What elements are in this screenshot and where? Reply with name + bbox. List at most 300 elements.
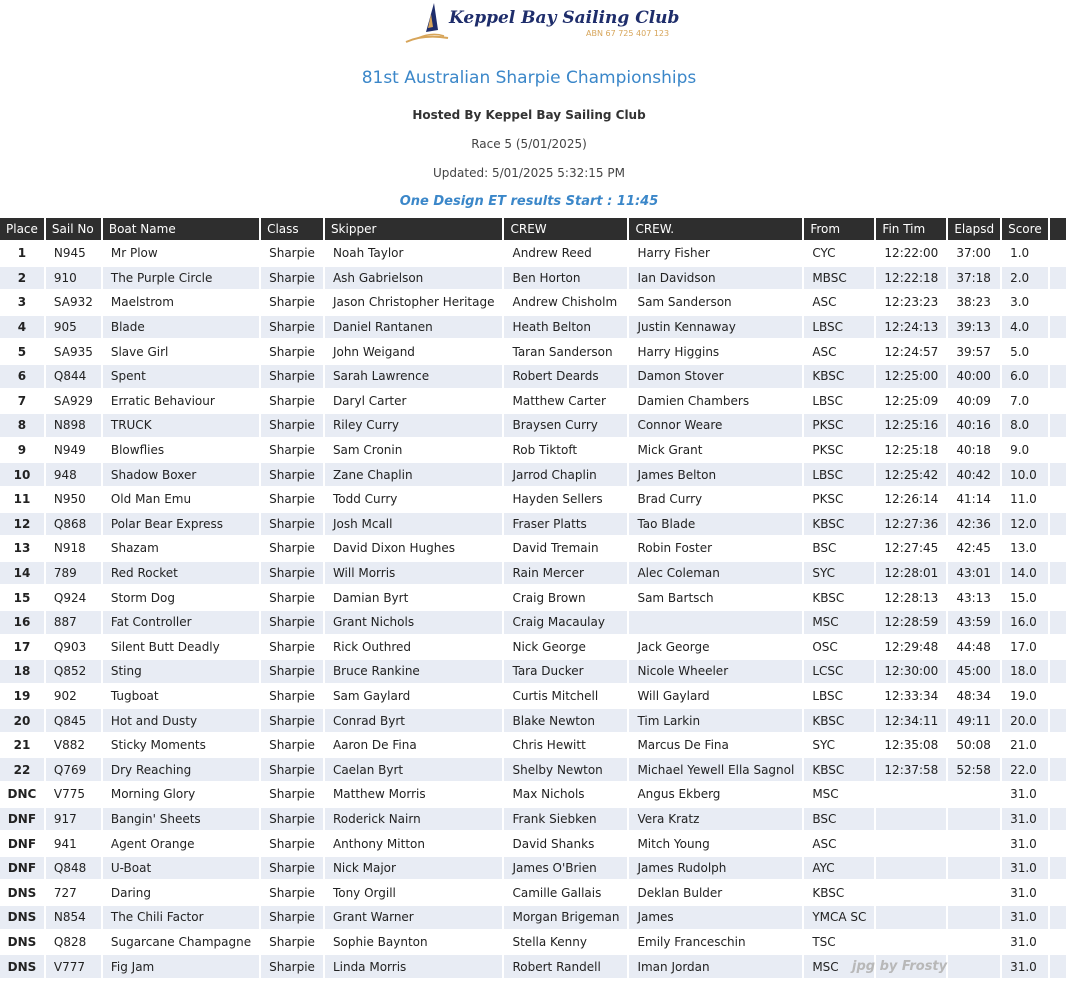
- column-header: Score: [1002, 218, 1048, 240]
- cell-fin-tim: 12:27:36: [876, 513, 946, 536]
- cell-crew: Mick Grant: [637, 443, 703, 458]
- cell-place: 18: [0, 660, 44, 683]
- cell-boat-name: The Chili Factor: [103, 906, 259, 929]
- cell-class: Sharpie: [269, 688, 315, 703]
- table-row: [0, 636, 1066, 659]
- cell-skipper: Ash Gabrielson: [325, 267, 503, 290]
- cell-crew: Harry Higgins: [637, 344, 720, 359]
- cell-elapsd: 45:00: [948, 660, 1000, 683]
- cell-class: Sharpie: [261, 660, 323, 683]
- cell-skipper: Nick Major: [325, 857, 503, 880]
- cell-skipper: Damian Byrt: [332, 590, 409, 605]
- cell-sail-no: 910: [46, 267, 101, 290]
- cell-class: Sharpie: [261, 857, 323, 880]
- cell-class: Sharpie: [269, 443, 315, 458]
- column-header: Elapsd: [948, 218, 1000, 240]
- table-row: [0, 340, 1066, 363]
- cell-place: 14: [0, 562, 44, 585]
- cell-crew: Craig Macaulay: [504, 611, 627, 634]
- table-row: [0, 365, 1066, 388]
- cell-from: LBSC: [812, 688, 844, 703]
- cell-place: 2: [0, 267, 44, 290]
- cell-extra: [1050, 931, 1066, 954]
- cell-sail-no: Q852: [46, 660, 101, 683]
- cell-crew: James Rudolph: [629, 857, 802, 880]
- cell-place: DNC: [7, 787, 37, 802]
- cell-class: Sharpie: [261, 463, 323, 486]
- cell-extra: [1050, 340, 1066, 363]
- cell-place: DNS: [0, 955, 44, 978]
- cell-boat-name: Shadow Boxer: [103, 463, 259, 486]
- cell-sail-no: V777: [46, 955, 101, 978]
- cell-place: DNF: [0, 857, 44, 880]
- cell-place: 6: [0, 365, 44, 388]
- cell-elapsd: 49:11: [948, 709, 1000, 732]
- cell-class: Sharpie: [261, 267, 323, 290]
- cell-class: Sharpie: [261, 955, 323, 978]
- cell-elapsd: [948, 955, 1000, 978]
- column-header: CREW.: [629, 218, 802, 240]
- cell-place: DNF: [0, 808, 44, 831]
- cell-from: LBSC: [812, 393, 844, 408]
- cell-boat-name: Polar Bear Express: [103, 513, 259, 536]
- cell-sail-no: N918: [53, 541, 86, 556]
- cell-class: Sharpie: [261, 316, 323, 339]
- cell-crew: Andrew Chisholm: [512, 295, 618, 310]
- cell-extra: [1050, 857, 1066, 880]
- cell-extra: [1050, 832, 1066, 855]
- cell-place: 12: [0, 513, 44, 536]
- cell-score: 31.0: [1002, 857, 1048, 880]
- cell-elapsd: [948, 808, 1000, 831]
- cell-sail-no: Q845: [46, 709, 101, 732]
- cell-crew: Heath Belton: [504, 316, 627, 339]
- cell-sail-no: Q903: [53, 639, 87, 654]
- cell-extra: [1050, 906, 1066, 929]
- cell-skipper: Anthony Mitton: [332, 836, 425, 851]
- cell-skipper: Zane Chaplin: [325, 463, 503, 486]
- cell-crew: Jarrod Chaplin: [504, 463, 627, 486]
- cell-sail-no: SA932: [53, 295, 93, 310]
- cell-crew: Tao Blade: [629, 513, 802, 536]
- cell-boat-name: Blade: [103, 316, 259, 339]
- column-header: Sail No: [46, 218, 101, 240]
- cell-place: 11: [13, 492, 31, 507]
- cell-boat-name: Dry Reaching: [103, 758, 259, 781]
- cell-sail-no: N945: [53, 246, 86, 261]
- cell-elapsd: 48:34: [956, 688, 991, 703]
- cell-boat-name: The Purple Circle: [103, 267, 259, 290]
- cell-score: 31.0: [1002, 808, 1048, 831]
- cell-sail-no: Q848: [46, 857, 101, 880]
- cell-score: 11.0: [1010, 492, 1037, 507]
- cell-score: 22.0: [1002, 758, 1048, 781]
- cell-sail-no: N949: [53, 443, 86, 458]
- cell-crew: Will Gaylard: [637, 688, 710, 703]
- abn-number: ABN 67 725 407 123: [586, 29, 670, 38]
- cell-score: 14.0: [1002, 562, 1048, 585]
- cell-extra: [1050, 267, 1066, 290]
- cell-elapsd: [948, 881, 1000, 904]
- cell-boat-name: Maelstrom: [110, 295, 174, 310]
- cell-boat-name: Daring: [110, 885, 151, 900]
- cell-boat-name: Fat Controller: [103, 611, 259, 634]
- cell-class: Sharpie: [269, 639, 315, 654]
- results-subtitle: One Design ET results Start : 11:45: [399, 194, 659, 209]
- cell-place: DNS: [7, 934, 37, 949]
- cell-place: 3: [17, 295, 27, 310]
- table-row: [0, 660, 1066, 683]
- cell-crew: Andrew Reed: [512, 246, 592, 261]
- cell-elapsd: 44:48: [956, 639, 991, 654]
- cell-extra: [1050, 611, 1066, 634]
- cell-skipper: Sam Gaylard: [332, 688, 411, 703]
- cell-class: Sharpie: [261, 709, 323, 732]
- cell-class: Sharpie: [261, 906, 323, 929]
- cell-score: 3.0: [1010, 295, 1030, 310]
- cell-fin-tim: 12:22:00: [884, 246, 939, 261]
- cell-extra: [1050, 586, 1066, 609]
- cell-fin-tim: 12:23:23: [884, 295, 939, 310]
- cell-crew: Stella Kenny: [512, 934, 587, 949]
- table-row: [0, 832, 1066, 855]
- cell-from: BSC: [812, 541, 837, 556]
- cell-extra: [1050, 365, 1066, 388]
- column-header: Skipper: [325, 218, 503, 240]
- cell-place: 19: [13, 688, 31, 703]
- cell-sail-no: Q769: [46, 758, 101, 781]
- cell-extra: [1050, 783, 1066, 806]
- page-title: 81st Australian Sharpie Championships: [361, 68, 697, 88]
- cell-score: 9.0: [1010, 443, 1030, 458]
- table-row: [0, 439, 1066, 462]
- cell-fin-tim: 12:28:59: [876, 611, 946, 634]
- cell-place: 5: [17, 344, 27, 359]
- cell-elapsd: 40:18: [956, 443, 991, 458]
- cell-from: LCSC: [804, 660, 874, 683]
- club-logo: [404, 0, 680, 46]
- cell-from: OSC: [812, 639, 838, 654]
- cell-skipper: Tony Orgill: [332, 885, 396, 900]
- table-row: [0, 488, 1066, 511]
- table-row: [0, 881, 1066, 904]
- cell-extra: [1050, 709, 1066, 732]
- cell-crew: James O'Brien: [504, 857, 627, 880]
- table-row: [0, 611, 1066, 634]
- cell-boat-name: Sugarcane Champagne: [110, 934, 252, 949]
- race-info: Race 5 (5/01/2025): [471, 137, 587, 151]
- cell-crew: Tara Ducker: [504, 660, 627, 683]
- cell-crew: Fraser Platts: [504, 513, 627, 536]
- cell-crew: Harry Fisher: [637, 246, 710, 261]
- cell-score: 18.0: [1002, 660, 1048, 683]
- cell-score: 31.0: [1002, 906, 1048, 929]
- cell-from: KBSC: [812, 590, 845, 605]
- cell-boat-name: Tugboat: [110, 688, 159, 703]
- cell-elapsd: 43:01: [948, 562, 1000, 585]
- cell-sail-no: 902: [53, 688, 77, 703]
- cell-skipper: Sarah Lawrence: [325, 365, 503, 388]
- cell-elapsd: [948, 906, 1000, 929]
- cell-crew: Nick George: [512, 639, 586, 654]
- cell-from: AYC: [804, 857, 874, 880]
- sailboat-icon: [404, 0, 452, 46]
- cell-place: DNS: [7, 885, 37, 900]
- cell-fin-tim: 12:24:57: [884, 344, 939, 359]
- cell-crew: Ian Davidson: [629, 267, 802, 290]
- cell-sail-no: Q924: [53, 590, 87, 605]
- cell-elapsd: 39:13: [948, 316, 1000, 339]
- cell-class: Sharpie: [261, 611, 323, 634]
- cell-elapsd: 41:14: [956, 492, 991, 507]
- cell-elapsd: 42:45: [956, 541, 991, 556]
- cell-from: ASC: [812, 295, 837, 310]
- cell-from: LBSC: [804, 463, 874, 486]
- cell-boat-name: U-Boat: [103, 857, 259, 880]
- cell-extra: [1050, 881, 1066, 904]
- cell-extra: [1050, 316, 1066, 339]
- cell-from: PKSC: [804, 414, 874, 437]
- cell-elapsd: 40:00: [948, 365, 1000, 388]
- cell-skipper: Josh Mcall: [325, 513, 503, 536]
- cell-crew: Connor Weare: [629, 414, 802, 437]
- cell-from: MBSC: [804, 267, 874, 290]
- cell-score: 31.0: [1002, 955, 1048, 978]
- table-row: [0, 586, 1066, 609]
- cell-score: 7.0: [1010, 393, 1030, 408]
- cell-skipper: Sophie Baynton: [332, 934, 428, 949]
- cell-crew: Frank Siebken: [504, 808, 627, 831]
- cell-place: 1: [17, 246, 27, 261]
- cell-place: DNF: [7, 836, 37, 851]
- cell-place: 22: [0, 758, 44, 781]
- cell-boat-name: Old Man Emu: [110, 492, 192, 507]
- cell-extra: [1050, 562, 1066, 585]
- cell-from: ASC: [812, 344, 837, 359]
- column-header-extra: [1050, 218, 1066, 240]
- logo-text: Keppel Bay Sailing Club: [449, 8, 680, 28]
- cell-crew: Justin Kennaway: [629, 316, 802, 339]
- cell-place: 13: [13, 541, 31, 556]
- column-header: Fin Tim: [876, 218, 946, 240]
- cell-from: MSC: [812, 787, 839, 802]
- cell-sail-no: N898: [46, 414, 101, 437]
- cell-crew: Morgan Brigeman: [504, 906, 627, 929]
- cell-from: LBSC: [804, 316, 874, 339]
- cell-skipper: Noah Taylor: [332, 246, 404, 261]
- cell-sail-no: SA929: [53, 393, 93, 408]
- cell-fin-tim: 12:26:14: [884, 492, 939, 507]
- cell-score: 15.0: [1010, 590, 1037, 605]
- table-row: [0, 513, 1066, 536]
- cell-skipper: Rick Outhred: [332, 639, 412, 654]
- cell-crew: Michael Yewell Ella Sagnol: [629, 758, 802, 781]
- cell-from: BSC: [804, 808, 874, 831]
- cell-extra: [1050, 513, 1066, 536]
- cell-crew: Deklan Bulder: [637, 885, 723, 900]
- cell-crew: David Shanks: [512, 836, 595, 851]
- cell-extra: [1050, 463, 1066, 486]
- cell-skipper: David Dixon Hughes: [332, 541, 455, 556]
- cell-extra: [1050, 955, 1066, 978]
- cell-crew: Rob Tiktoft: [512, 443, 578, 458]
- cell-boat-name: Shazam: [110, 541, 159, 556]
- cell-crew: [629, 611, 802, 634]
- cell-crew: Max Nichols: [512, 787, 585, 802]
- cell-fin-tim: 12:28:01: [876, 562, 946, 585]
- table-row: [0, 906, 1066, 929]
- cell-class: Sharpie: [269, 787, 315, 802]
- cell-elapsd: [948, 832, 1000, 855]
- cell-elapsd: [948, 857, 1000, 880]
- cell-class: Sharpie: [269, 738, 315, 753]
- cell-extra: [1050, 537, 1066, 560]
- cell-class: Sharpie: [261, 513, 323, 536]
- cell-score: 1.0: [1010, 246, 1030, 261]
- cell-sail-no: Q868: [46, 513, 101, 536]
- cell-fin-tim: 12:33:34: [884, 688, 939, 703]
- cell-class: Sharpie: [269, 344, 315, 359]
- cell-crew: Sam Bartsch: [637, 590, 714, 605]
- table-row: [0, 931, 1066, 954]
- cell-elapsd: 38:23: [956, 295, 991, 310]
- cell-boat-name: Red Rocket: [103, 562, 259, 585]
- cell-from: PKSC: [812, 443, 844, 458]
- table-row: [0, 783, 1066, 806]
- cell-from: YMCA SC: [804, 906, 874, 929]
- cell-crew: Mitch Young: [637, 836, 710, 851]
- cell-boat-name: Fig Jam: [103, 955, 259, 978]
- cell-from: MSC: [804, 611, 874, 634]
- cell-crew: Vera Kratz: [629, 808, 802, 831]
- cell-place: 4: [0, 316, 44, 339]
- cell-fin-tim: [876, 808, 946, 831]
- cell-boat-name: Mr Plow: [110, 246, 158, 261]
- cell-fin-tim: [876, 881, 946, 904]
- cell-skipper: Daryl Carter: [332, 393, 407, 408]
- cell-elapsd: 39:57: [956, 344, 991, 359]
- cell-from: SYC: [812, 738, 835, 753]
- cell-elapsd: 40:09: [956, 393, 991, 408]
- cell-crew: Shelby Newton: [504, 758, 627, 781]
- cell-extra: [1050, 636, 1066, 659]
- cell-boat-name: Silent Butt Deadly: [110, 639, 220, 654]
- cell-from: ASC: [812, 836, 837, 851]
- cell-class: Sharpie: [269, 393, 315, 408]
- cell-fin-tim: [876, 857, 946, 880]
- cell-class: Sharpie: [261, 562, 323, 585]
- cell-crew: Jack George: [637, 639, 710, 654]
- cell-boat-name: Blowflies: [110, 443, 165, 458]
- cell-sail-no: 917: [46, 808, 101, 831]
- cell-class: Sharpie: [269, 541, 315, 556]
- cell-elapsd: 40:16: [948, 414, 1000, 437]
- cell-skipper: Riley Curry: [325, 414, 503, 437]
- cell-crew: Blake Newton: [504, 709, 627, 732]
- cell-fin-tim: 12:24:13: [876, 316, 946, 339]
- table-header: [0, 218, 1066, 240]
- cell-score: 10.0: [1002, 463, 1048, 486]
- cell-class: Sharpie: [269, 885, 315, 900]
- cell-score: 17.0: [1010, 639, 1037, 654]
- cell-place: 8: [0, 414, 44, 437]
- cell-boat-name: Agent Orange: [110, 836, 195, 851]
- cell-extra: [1050, 808, 1066, 831]
- cell-sail-no: V775: [53, 787, 86, 802]
- cell-sail-no: 948: [46, 463, 101, 486]
- cell-elapsd: 50:08: [956, 738, 991, 753]
- watermark: jpg by Frosty: [852, 959, 948, 974]
- cell-crew: Rain Mercer: [504, 562, 627, 585]
- cell-skipper: Grant Warner: [325, 906, 503, 929]
- table-row: [0, 463, 1066, 486]
- cell-place: 7: [17, 393, 27, 408]
- cell-fin-tim: [876, 783, 946, 806]
- cell-score: 12.0: [1002, 513, 1048, 536]
- cell-score: 31.0: [1010, 934, 1037, 949]
- cell-sail-no: 941: [53, 836, 77, 851]
- column-header: Boat Name: [103, 218, 259, 240]
- cell-score: 31.0: [1010, 787, 1037, 802]
- cell-score: 31.0: [1010, 885, 1037, 900]
- cell-boat-name: Morning Glory: [110, 787, 196, 802]
- cell-fin-tim: 12:22:18: [876, 267, 946, 290]
- cell-score: 21.0: [1010, 738, 1037, 753]
- column-header: From: [804, 218, 874, 240]
- cell-crew: Ben Horton: [504, 267, 627, 290]
- cell-fin-tim: 12:28:13: [884, 590, 939, 605]
- cell-extra: [1050, 291, 1066, 314]
- cell-fin-tim: 12:30:00: [876, 660, 946, 683]
- cell-crew: Taran Sanderson: [512, 344, 613, 359]
- cell-skipper: Grant Nichols: [325, 611, 503, 634]
- cell-class: Sharpie: [269, 492, 315, 507]
- cell-fin-tim: 12:34:11: [876, 709, 946, 732]
- cell-sail-no: N854: [46, 906, 101, 929]
- cell-elapsd: 43:59: [948, 611, 1000, 634]
- cell-boat-name: Erratic Behaviour: [110, 393, 215, 408]
- cell-extra: [1050, 685, 1066, 708]
- cell-from: MSC: [804, 955, 874, 978]
- cell-skipper: Sam Cronin: [332, 443, 403, 458]
- cell-crew: Nicole Wheeler: [629, 660, 802, 683]
- cell-boat-name: Bangin' Sheets: [103, 808, 259, 831]
- cell-crew: Iman Jordan: [629, 955, 802, 978]
- cell-from: KBSC: [812, 885, 845, 900]
- cell-place: 21: [13, 738, 31, 753]
- cell-crew: Robin Foster: [637, 541, 713, 556]
- cell-score: 5.0: [1010, 344, 1030, 359]
- cell-skipper: Todd Curry: [332, 492, 398, 507]
- cell-crew: Braysen Curry: [504, 414, 627, 437]
- cell-crew: Chris Hewitt: [512, 738, 586, 753]
- cell-place: DNS: [0, 906, 44, 929]
- cell-fin-tim: [876, 906, 946, 929]
- column-header: Class: [261, 218, 323, 240]
- cell-score: 4.0: [1002, 316, 1048, 339]
- cell-boat-name: Storm Dog: [110, 590, 175, 605]
- table-row: [0, 808, 1066, 831]
- cell-from: CYC: [812, 246, 836, 261]
- results-table: [0, 216, 1068, 980]
- cell-crew: Sam Sanderson: [637, 295, 732, 310]
- cell-elapsd: [948, 931, 1000, 954]
- cell-fin-tim: 12:25:09: [884, 393, 939, 408]
- cell-elapsd: 40:42: [948, 463, 1000, 486]
- cell-class: Sharpie: [269, 934, 315, 949]
- cell-crew: James Belton: [629, 463, 802, 486]
- cell-elapsd: [948, 783, 1000, 806]
